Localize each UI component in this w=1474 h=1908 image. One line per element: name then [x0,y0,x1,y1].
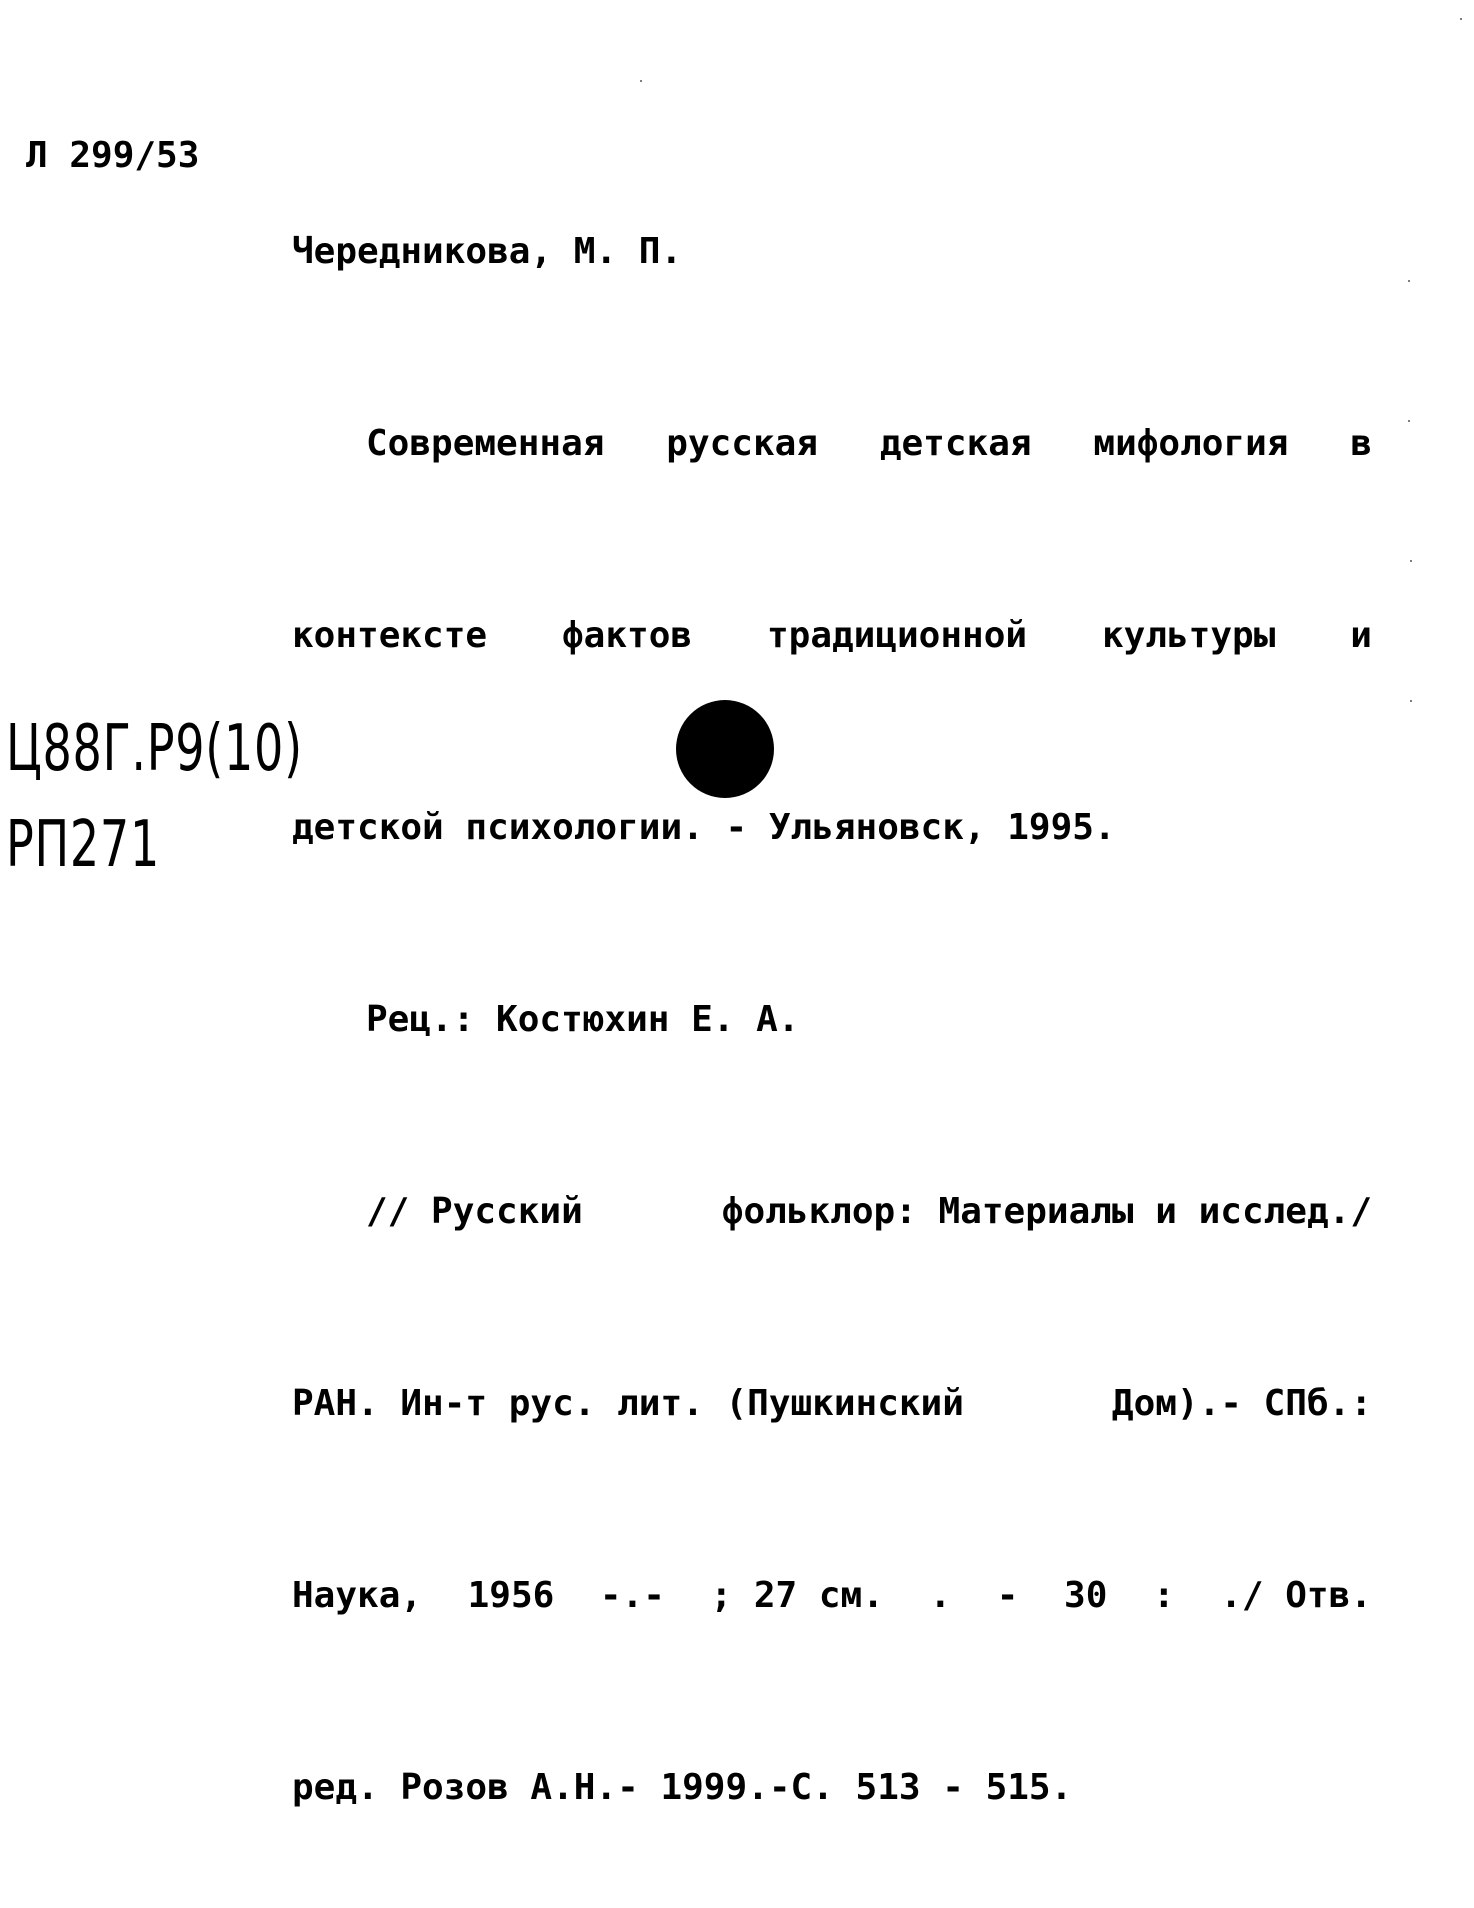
title-word: контексте [292,615,488,656]
title-word: детская [879,423,1032,464]
source-line-2 [292,1380,1372,1428]
title-word: в [1350,423,1372,464]
source-segment: Наука, [292,1575,423,1616]
source-segment: Дом).- СПб.: [1111,1383,1372,1424]
title-word: Современная [366,423,605,464]
source-segment: РАН. Ин-т рус. лит. (Пушкинский [292,1383,964,1424]
source-segment: - [996,1575,1019,1616]
scan-speck [1460,18,1462,20]
source-segment: 1956 [467,1575,555,1616]
title-word: культуры [1101,615,1276,656]
source-segment: ./ Отв. [1220,1575,1372,1616]
scan-speck [1410,700,1412,702]
scan-speck [640,80,642,82]
source-segment: фольклор: Материалы и исслед./ [721,1191,1372,1232]
source-segment: // Русский [366,1191,583,1232]
bibliographic-entry [292,132,1372,1908]
title-word: фактов [562,615,693,656]
source-segment: ; 27 см. [710,1575,884,1616]
title-line-3: детской психологии. - Ульяновск, 1995. [292,807,1116,848]
source-segment: -.- [599,1575,665,1616]
scan-speck [1408,280,1410,282]
scan-speck [1408,420,1410,422]
review-line: Рец.: Костюхин Е. А. [366,999,800,1040]
title-word: русская [666,423,818,464]
source-segment: 30 [1064,1575,1108,1616]
title-word: традиционной [766,615,1028,656]
handwritten-code: РП271 [6,808,160,882]
title-line-2 [292,612,1372,660]
punch-hole [676,700,774,798]
title-word: мифология [1093,423,1289,464]
source-line-3 [292,1572,1372,1620]
source-segment: . [929,1575,952,1616]
source-segment: : [1152,1575,1175,1616]
source-line-4: ред. Розов А.Н.- 1999.-С. 513 - 515. [292,1767,1073,1808]
handwritten-shelf-mark: Ц88Г.Р9(10) [6,712,303,786]
title-word: и [1350,615,1372,656]
title-line-1 [292,420,1372,468]
source-line-1 [292,1188,1372,1236]
call-number: Л 299/53 [26,135,200,176]
scan-speck [1410,560,1412,562]
author-line: Чередникова, М. П. [292,231,683,272]
